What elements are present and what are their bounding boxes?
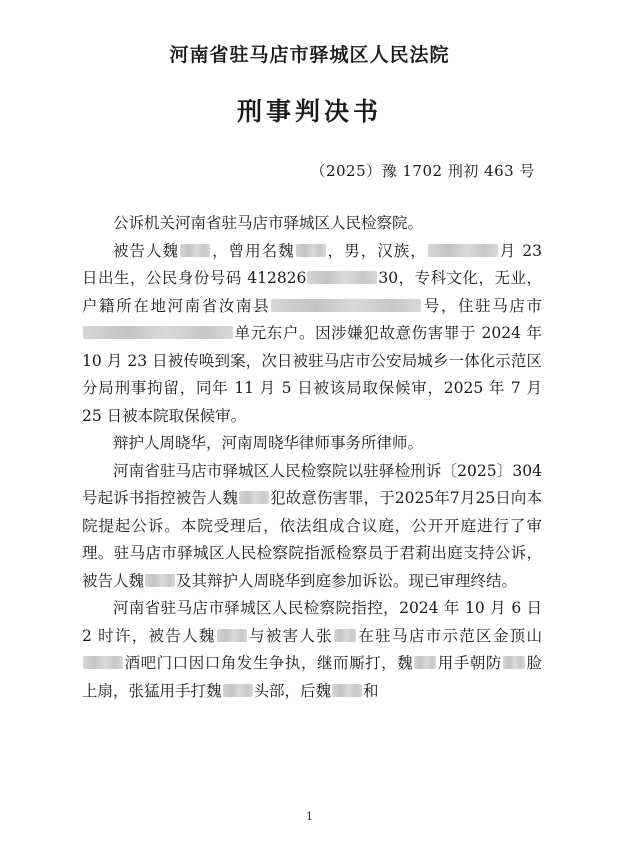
paragraph-prosecutor: 公诉机关河南省驻马店市驿城区人民检察院。 <box>113 214 424 232</box>
redaction <box>334 629 356 642</box>
case-number: （2025）豫 1702 刑初 463 号 <box>310 162 535 180</box>
text-segment: 头部，后魏 <box>253 681 332 700</box>
redaction <box>239 491 269 504</box>
text-segment: 号，住驻马店市 <box>422 296 542 315</box>
text-segment: 及其辩护人周晓华到庭参加诉讼。现已审理终结。 <box>176 571 518 590</box>
text-segment: ，曾用名魏 <box>211 241 295 260</box>
redaction <box>83 656 123 669</box>
redaction <box>271 299 421 312</box>
text-segment: 与被害人张 <box>247 626 334 645</box>
redaction <box>217 629 247 642</box>
text-segment: 月 23 日出生，公民身份号码 412826 <box>82 241 542 287</box>
redaction <box>223 684 253 697</box>
paragraph-defense-counsel: 辩护人周晓华，河南周晓华律师事务所律师。 <box>113 434 424 452</box>
text-segment: 脸上扇，张猛用手打魏 <box>82 654 542 700</box>
redaction <box>428 244 498 257</box>
redaction <box>307 271 377 284</box>
text-segment: 酒吧门口因口角发生争执，继而厮打，魏 <box>124 654 414 672</box>
redaction <box>332 684 362 697</box>
redaction <box>180 244 210 257</box>
text-segment: 犯故意伤害罪，于2025年7月25日向本院提起公诉。本院受理后，依法组成合议庭，公开开庭进行了审理。驻马店市驿城区人民检察院指派检察员于君莉出庭支持公诉，被告人魏 <box>82 489 542 590</box>
text-segment: 在驻马店市示范区金顶山 <box>357 626 542 645</box>
text-segment: 单元东户。因涉嫌犯故意伤害罪于 2024 年 10 月 23 日被传唤到案，次日被驻马店市公安局城乡一体化示范区分局刑事拘留，同年 11 月 5 日被该局取保候审，2025 年 7 月 25 日被本院取保候审。 <box>82 324 542 425</box>
redaction <box>414 656 436 669</box>
text-segment: 河南省驻马店市驿城区人民检察院以驻驿检刑诉〔2025〕304号起诉书指控被告人魏 <box>82 461 542 507</box>
paragraph-charges <box>82 595 542 705</box>
redaction <box>83 326 233 339</box>
paragraph-prosecution-procedure <box>82 458 542 596</box>
document-title: 刑事判决书 <box>236 97 382 126</box>
redaction <box>296 244 326 257</box>
judgment-body <box>82 210 542 705</box>
redaction <box>145 574 175 587</box>
court-name: 河南省驻马店市驿城区人民法院 <box>169 44 450 66</box>
text-segment: 用手朝防 <box>437 654 502 672</box>
page-number: 1 <box>306 810 313 823</box>
text-segment: 30，专科文化，无业，户籍所在地河南省汝南县 <box>82 269 542 315</box>
text-segment: 和 <box>363 681 379 700</box>
text-segment: 被告人魏 <box>113 241 180 260</box>
redaction <box>503 656 525 669</box>
paragraph-defendant <box>82 238 542 431</box>
text-segment: ，男，汉族， <box>326 241 427 260</box>
text-segment: 河南省驻马店市驿城区人民检察院指控，2024 年 10 月 6 日 2 时许，被告人魏 <box>82 599 542 645</box>
